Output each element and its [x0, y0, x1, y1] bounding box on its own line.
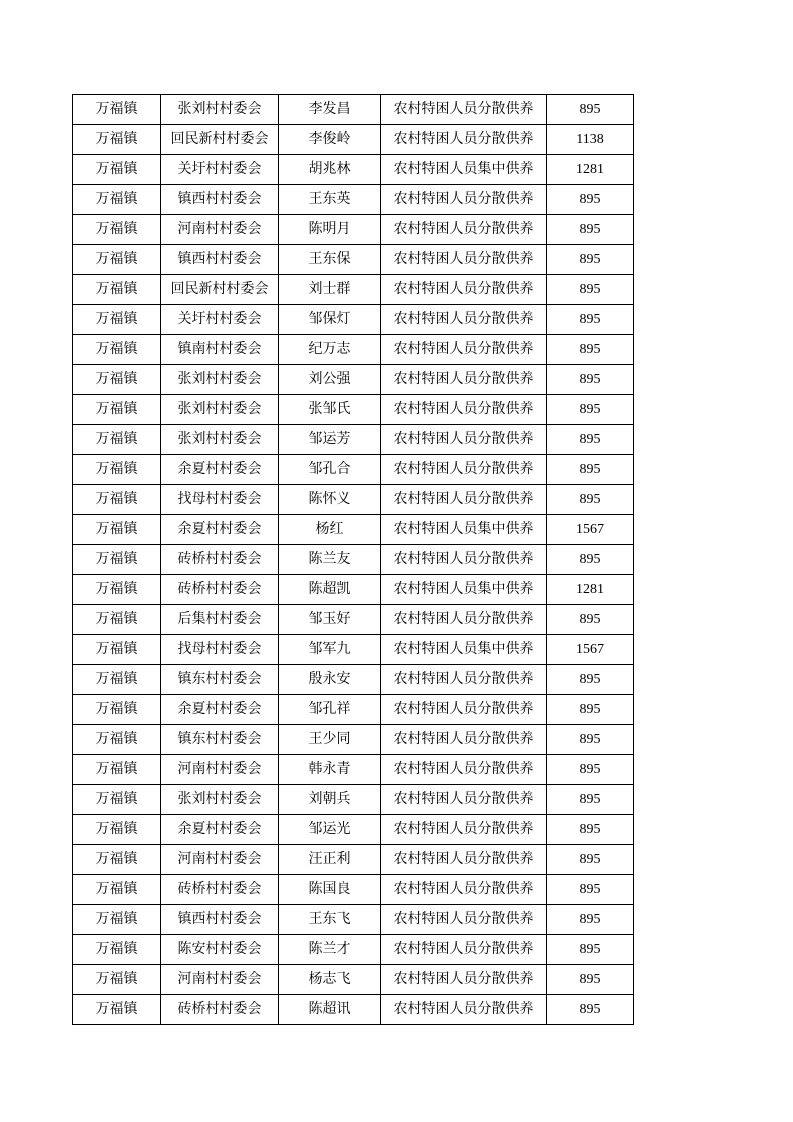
- cell-amount: 895: [547, 395, 634, 425]
- cell-town: 万福镇: [73, 155, 161, 185]
- table-row: [73, 995, 634, 1025]
- cell-village-committee: 砖桥村村委会: [161, 875, 279, 905]
- cell-support-type: 农村特困人员分散供养: [381, 695, 547, 725]
- table-row: [73, 635, 634, 665]
- cell-person-name: 陈怀义: [279, 485, 381, 515]
- cell-village-committee: 砖桥村村委会: [161, 545, 279, 575]
- cell-support-type: 农村特困人员分散供养: [381, 365, 547, 395]
- cell-village-committee: 张刘村村委会: [161, 95, 279, 125]
- table-row: [73, 725, 634, 755]
- table-row: [73, 275, 634, 305]
- cell-amount: 895: [547, 95, 634, 125]
- cell-person-name: 邹孔合: [279, 455, 381, 485]
- table-row: [73, 365, 634, 395]
- cell-amount: 895: [547, 695, 634, 725]
- table-row: [73, 755, 634, 785]
- table-row: [73, 335, 634, 365]
- table-row: [73, 815, 634, 845]
- cell-person-name: 邹军九: [279, 635, 381, 665]
- cell-support-type: 农村特困人员分散供养: [381, 215, 547, 245]
- cell-town: 万福镇: [73, 545, 161, 575]
- cell-town: 万福镇: [73, 875, 161, 905]
- cell-town: 万福镇: [73, 785, 161, 815]
- table-row: [73, 905, 634, 935]
- cell-town: 万福镇: [73, 995, 161, 1025]
- cell-amount: 1281: [547, 575, 634, 605]
- cell-support-type: 农村特困人员分散供养: [381, 545, 547, 575]
- cell-town: 万福镇: [73, 725, 161, 755]
- cell-support-type: 农村特困人员分散供养: [381, 275, 547, 305]
- cell-support-type: 农村特困人员分散供养: [381, 95, 547, 125]
- table-row: [73, 695, 634, 725]
- cell-town: 万福镇: [73, 425, 161, 455]
- cell-person-name: 王东英: [279, 185, 381, 215]
- cell-amount: 895: [547, 965, 634, 995]
- table-row: [73, 575, 634, 605]
- cell-amount: 895: [547, 185, 634, 215]
- cell-village-committee: 砖桥村村委会: [161, 995, 279, 1025]
- cell-amount: 895: [547, 545, 634, 575]
- table-row: [73, 125, 634, 155]
- cell-village-committee: 找母村村委会: [161, 635, 279, 665]
- cell-person-name: 李发昌: [279, 95, 381, 125]
- cell-village-committee: 关圩村村委会: [161, 155, 279, 185]
- table-row: [73, 785, 634, 815]
- cell-person-name: 陈明月: [279, 215, 381, 245]
- cell-amount: 895: [547, 665, 634, 695]
- table-row: [73, 155, 634, 185]
- cell-amount: 895: [547, 305, 634, 335]
- cell-town: 万福镇: [73, 845, 161, 875]
- table-row: [73, 605, 634, 635]
- cell-town: 万福镇: [73, 755, 161, 785]
- cell-town: 万福镇: [73, 185, 161, 215]
- cell-support-type: 农村特困人员分散供养: [381, 845, 547, 875]
- cell-person-name: 纪万志: [279, 335, 381, 365]
- cell-person-name: 杨志飞: [279, 965, 381, 995]
- cell-village-committee: 余夏村村委会: [161, 515, 279, 545]
- cell-person-name: 陈兰才: [279, 935, 381, 965]
- cell-amount: 895: [547, 215, 634, 245]
- cell-person-name: 胡兆林: [279, 155, 381, 185]
- cell-person-name: 王少同: [279, 725, 381, 755]
- cell-amount: 895: [547, 905, 634, 935]
- cell-amount: 895: [547, 485, 634, 515]
- table-row: [73, 935, 634, 965]
- cell-person-name: 韩永青: [279, 755, 381, 785]
- table-row: [73, 665, 634, 695]
- cell-person-name: 王东飞: [279, 905, 381, 935]
- cell-person-name: 陈兰友: [279, 545, 381, 575]
- table-body: [73, 95, 634, 1025]
- cell-support-type: 农村特困人员分散供养: [381, 665, 547, 695]
- cell-village-committee: 后集村村委会: [161, 605, 279, 635]
- cell-town: 万福镇: [73, 335, 161, 365]
- cell-amount: 895: [547, 725, 634, 755]
- cell-amount: 895: [547, 785, 634, 815]
- cell-person-name: 陈超凯: [279, 575, 381, 605]
- cell-village-committee: 镇南村村委会: [161, 335, 279, 365]
- cell-village-committee: 镇西村村委会: [161, 905, 279, 935]
- cell-person-name: 陈国良: [279, 875, 381, 905]
- cell-village-committee: 余夏村村委会: [161, 455, 279, 485]
- cell-town: 万福镇: [73, 575, 161, 605]
- cell-town: 万福镇: [73, 605, 161, 635]
- cell-village-committee: 陈安村村委会: [161, 935, 279, 965]
- cell-person-name: 邹运芳: [279, 425, 381, 455]
- cell-town: 万福镇: [73, 365, 161, 395]
- cell-village-committee: 余夏村村委会: [161, 815, 279, 845]
- table-row: [73, 515, 634, 545]
- cell-amount: 895: [547, 245, 634, 275]
- table-row: [73, 845, 634, 875]
- cell-person-name: 陈超讯: [279, 995, 381, 1025]
- cell-support-type: 农村特困人员分散供养: [381, 485, 547, 515]
- cell-amount: 1567: [547, 635, 634, 665]
- cell-person-name: 杨红: [279, 515, 381, 545]
- cell-person-name: 李俊岭: [279, 125, 381, 155]
- cell-village-committee: 关圩村村委会: [161, 305, 279, 335]
- cell-town: 万福镇: [73, 455, 161, 485]
- cell-support-type: 农村特困人员分散供养: [381, 875, 547, 905]
- cell-amount: 895: [547, 275, 634, 305]
- cell-support-type: 农村特困人员分散供养: [381, 395, 547, 425]
- cell-amount: 895: [547, 875, 634, 905]
- cell-support-type: 农村特困人员集中供养: [381, 155, 547, 185]
- cell-town: 万福镇: [73, 695, 161, 725]
- cell-village-committee: 张刘村村委会: [161, 395, 279, 425]
- cell-support-type: 农村特困人员分散供养: [381, 335, 547, 365]
- cell-support-type: 农村特困人员分散供养: [381, 185, 547, 215]
- cell-town: 万福镇: [73, 485, 161, 515]
- cell-person-name: 张邹氏: [279, 395, 381, 425]
- cell-town: 万福镇: [73, 635, 161, 665]
- cell-person-name: 汪正利: [279, 845, 381, 875]
- cell-town: 万福镇: [73, 905, 161, 935]
- cell-town: 万福镇: [73, 95, 161, 125]
- cell-village-committee: 镇东村村委会: [161, 725, 279, 755]
- cell-person-name: 刘朝兵: [279, 785, 381, 815]
- cell-amount: 895: [547, 755, 634, 785]
- cell-village-committee: 张刘村村委会: [161, 785, 279, 815]
- table-row: [73, 245, 634, 275]
- cell-support-type: 农村特困人员分散供养: [381, 995, 547, 1025]
- cell-amount: 895: [547, 605, 634, 635]
- cell-town: 万福镇: [73, 275, 161, 305]
- cell-support-type: 农村特困人员分散供养: [381, 125, 547, 155]
- table-row: [73, 965, 634, 995]
- cell-village-committee: 余夏村村委会: [161, 695, 279, 725]
- cell-village-committee: 镇西村村委会: [161, 245, 279, 275]
- cell-village-committee: 河南村村委会: [161, 215, 279, 245]
- cell-town: 万福镇: [73, 245, 161, 275]
- cell-person-name: 邹运光: [279, 815, 381, 845]
- cell-amount: 1281: [547, 155, 634, 185]
- cell-amount: 895: [547, 815, 634, 845]
- cell-person-name: 刘士群: [279, 275, 381, 305]
- cell-town: 万福镇: [73, 965, 161, 995]
- table-row: [73, 485, 634, 515]
- table-row: [73, 95, 634, 125]
- table-row: [73, 305, 634, 335]
- cell-village-committee: 河南村村委会: [161, 845, 279, 875]
- cell-support-type: 农村特困人员集中供养: [381, 575, 547, 605]
- cell-support-type: 农村特困人员分散供养: [381, 245, 547, 275]
- cell-person-name: 王东保: [279, 245, 381, 275]
- cell-support-type: 农村特困人员分散供养: [381, 755, 547, 785]
- cell-amount: 1567: [547, 515, 634, 545]
- cell-village-committee: 河南村村委会: [161, 755, 279, 785]
- cell-support-type: 农村特困人员集中供养: [381, 515, 547, 545]
- cell-support-type: 农村特困人员分散供养: [381, 425, 547, 455]
- cell-person-name: 刘公强: [279, 365, 381, 395]
- cell-person-name: 殷永安: [279, 665, 381, 695]
- cell-village-committee: 回民新村村委会: [161, 275, 279, 305]
- cell-support-type: 农村特困人员分散供养: [381, 305, 547, 335]
- cell-village-committee: 张刘村村委会: [161, 365, 279, 395]
- cell-support-type: 农村特困人员分散供养: [381, 965, 547, 995]
- table-row: [73, 425, 634, 455]
- cell-town: 万福镇: [73, 665, 161, 695]
- cell-village-committee: 找母村村委会: [161, 485, 279, 515]
- cell-support-type: 农村特困人员分散供养: [381, 935, 547, 965]
- cell-amount: 895: [547, 425, 634, 455]
- cell-village-committee: 镇西村村委会: [161, 185, 279, 215]
- cell-support-type: 农村特困人员集中供养: [381, 635, 547, 665]
- cell-town: 万福镇: [73, 215, 161, 245]
- table-row: [73, 545, 634, 575]
- cell-amount: 895: [547, 365, 634, 395]
- cell-village-committee: 张刘村村委会: [161, 425, 279, 455]
- table-row: [73, 215, 634, 245]
- table-row: [73, 875, 634, 905]
- cell-town: 万福镇: [73, 395, 161, 425]
- cell-amount: 895: [547, 455, 634, 485]
- cell-town: 万福镇: [73, 305, 161, 335]
- cell-support-type: 农村特困人员分散供养: [381, 815, 547, 845]
- cell-amount: 895: [547, 995, 634, 1025]
- cell-amount: 895: [547, 935, 634, 965]
- table-row: [73, 455, 634, 485]
- cell-support-type: 农村特困人员分散供养: [381, 725, 547, 755]
- data-table: [72, 94, 634, 1025]
- cell-village-committee: 砖桥村村委会: [161, 575, 279, 605]
- table-row: [73, 185, 634, 215]
- cell-town: 万福镇: [73, 515, 161, 545]
- cell-village-committee: 镇东村村委会: [161, 665, 279, 695]
- cell-support-type: 农村特困人员分散供养: [381, 785, 547, 815]
- cell-support-type: 农村特困人员分散供养: [381, 455, 547, 485]
- cell-village-committee: 河南村村委会: [161, 965, 279, 995]
- cell-person-name: 邹玉好: [279, 605, 381, 635]
- cell-amount: 895: [547, 335, 634, 365]
- cell-support-type: 农村特困人员分散供养: [381, 605, 547, 635]
- cell-town: 万福镇: [73, 125, 161, 155]
- cell-village-committee: 回民新村村委会: [161, 125, 279, 155]
- cell-support-type: 农村特困人员分散供养: [381, 905, 547, 935]
- cell-amount: 1138: [547, 125, 634, 155]
- table-row: [73, 395, 634, 425]
- cell-town: 万福镇: [73, 935, 161, 965]
- cell-amount: 895: [547, 845, 634, 875]
- cell-person-name: 邹保灯: [279, 305, 381, 335]
- cell-town: 万福镇: [73, 815, 161, 845]
- cell-person-name: 邹孔祥: [279, 695, 381, 725]
